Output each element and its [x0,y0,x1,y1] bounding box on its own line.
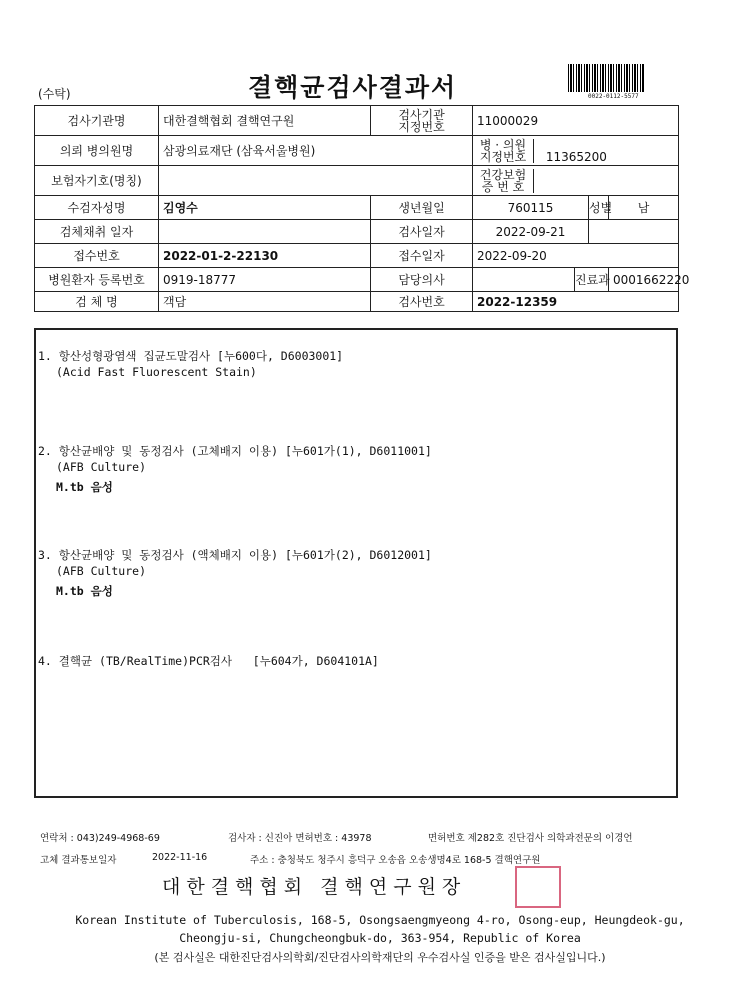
label-department: 진료과 [575,268,609,292]
institute-name: 대한결핵협회 결핵연구원장 [162,876,467,898]
info-row [35,220,679,244]
result-item [38,348,343,380]
value-hospital: 삼광의료재단 (삼육서울병원) [159,136,473,166]
report-date: 2022-11-16 [152,852,208,863]
label-collection-date: 검체채취 일자 [35,220,159,244]
value-collection-date [159,220,371,244]
result-title: 4. 결핵균 (TB/RealTime)PCR검사 [누604가, D604101A] [38,654,379,668]
label-receipt-date: 접수일자 [371,244,473,268]
result-title: 1. 항산성형광염색 집균도말검사 [누600다, D6003001] [38,349,344,363]
info-row [35,196,679,220]
address-english-line1: Korean Institute of Tuberculosis, 168-5, Osongsaengmyeong 4-ro, Osong-eup, Heungdeok-gu, [75,913,685,927]
value-receipt-date: 2022-09-20 [473,244,679,268]
info-row [35,244,679,268]
value-department: 0001662220 [609,268,679,292]
value-specimen: 객담 [159,292,371,312]
report-date-label: 고체 결과통보일자 [40,855,117,866]
label-sex: 성별 [589,196,609,220]
value-receipt-no: 2022-01-2-22130 [159,244,371,268]
value-insurer [159,166,473,196]
label-specimen: 검 체 명 [35,292,159,312]
result-item [38,547,432,599]
empty-cell [589,220,679,244]
label-doctor: 담당의사 [371,268,473,292]
value-hospital-code: 11365200 [545,149,607,164]
address-english-line2: Cheongju-si, Chungcheongbuk-do, 363-954, Republic of Korea [179,931,581,945]
doctor: 면허번호 제282호 진단검사 의학과전문의 이경언 [428,833,633,844]
result-value: M.tb 음성 [56,584,113,598]
label-insurer: 보험자기호(명칭) [35,166,159,196]
barcode-number: 0022-0112-5577 [588,93,639,100]
result-subtitle: (AFB Culture) [56,460,147,474]
label-test-no: 검사번호 [371,292,473,312]
label-lab-code: 검사기관 지정번호 [371,106,473,136]
value-registration-no: 0919-18777 [159,268,371,292]
info-row [35,292,679,312]
insurance-cell [473,166,679,196]
label-hospital-code: 병 · 의원 지정번호 [473,139,534,163]
certification-note: (본 검사실은 대한진단검사의학회/진단검사의학재단의 우수검사실 인증을 받은 검사실입니다.) [154,951,606,964]
value-test-date: 2022-09-21 [473,220,589,244]
results-box [34,328,678,798]
value-birthdate: 760115 [473,196,589,220]
label-patient-name: 수검자성명 [35,196,159,220]
value-lab-code: 11000029 [473,106,679,136]
value-patient-name: 김영수 [159,196,371,220]
result-item [38,653,379,669]
contact: 연락처 : 043)249-4968-69 [40,833,160,844]
result-title: 3. 항산균배양 및 동정검사 (액체배지 이용) [누601가(2), D6012001] [38,548,432,562]
hospital-code-cell [473,136,679,166]
value-test-no: 2022-12359 [473,292,679,312]
info-row [35,166,679,196]
info-row [35,268,679,292]
result-subtitle: (AFB Culture) [56,564,147,578]
value-doctor [473,268,575,292]
value-lab-name: 대한결핵협회 결핵연구원 [159,106,371,136]
label-registration-no: 병원환자 등록번호 [35,268,159,292]
label-receipt-no: 접수번호 [35,244,159,268]
tester: 검사자 : 신진아 면허번호 : 43978 [228,833,372,844]
address-korean: 주소 : 충청북도 청주시 흥덕구 오송읍 오송생명4로 168-5 결핵연구원 [250,855,541,866]
value-sex: 남 [609,196,679,220]
result-subtitle: (Acid Fast Fluorescent Stain) [56,365,257,379]
result-title: 2. 항산균배양 및 동정검사 (고체배지 이용) [누601가(1), D6011001] [38,444,432,458]
official-seal [515,866,561,908]
label-insurance-no: 건강보험 증 번 호 [473,169,534,193]
label-test-date: 검사일자 [371,220,473,244]
label-lab-name: 검사기관명 [35,106,159,136]
document-title: 결핵균검사결과서 [248,73,458,102]
info-row [35,136,679,166]
info-table [34,105,690,312]
suktak-label: (수탁) [38,87,71,101]
info-row [35,106,679,136]
barcode [568,64,644,92]
result-value: M.tb 음성 [56,480,113,494]
label-birthdate: 생년월일 [371,196,473,220]
label-hospital: 의뢰 병의원명 [35,136,159,166]
result-item [38,443,432,495]
